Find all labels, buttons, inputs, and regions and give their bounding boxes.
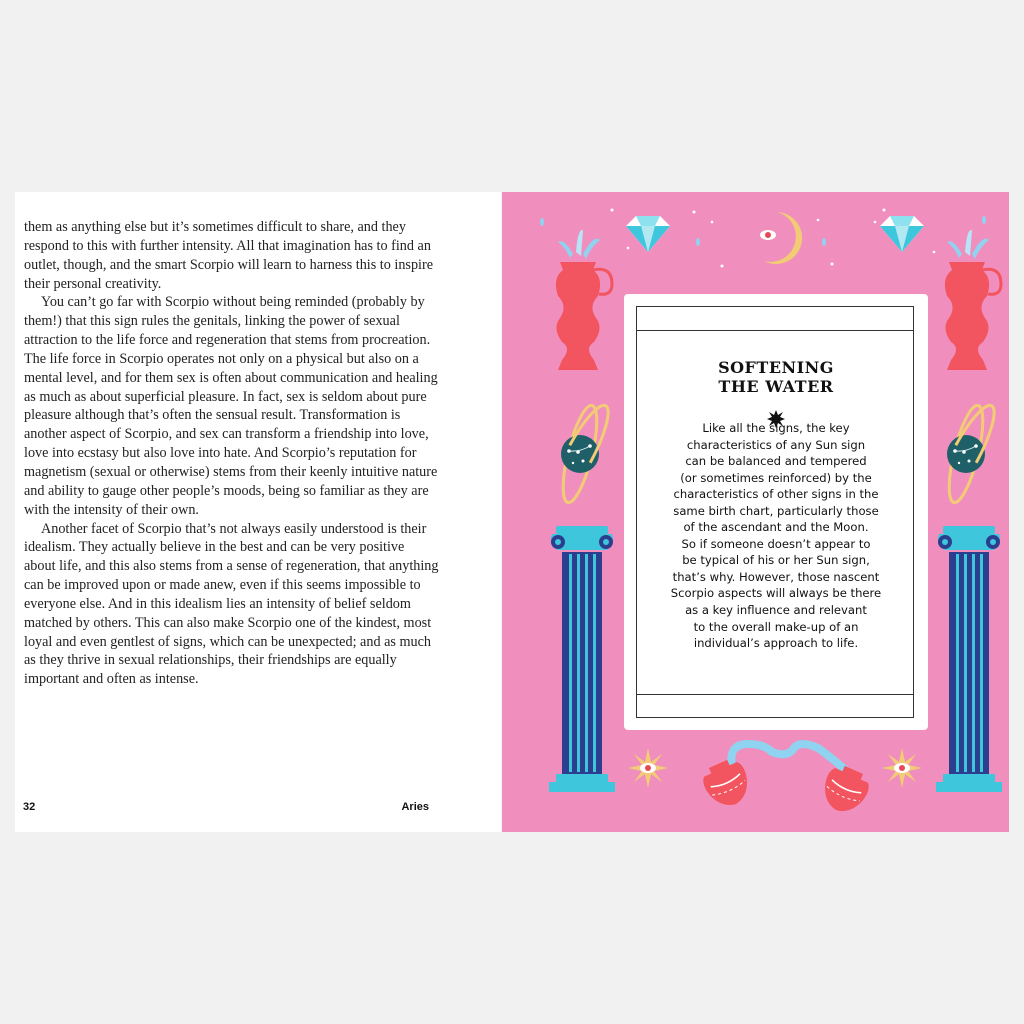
paragraph: Another facet of Scorpio that’s not always easily understood is their idealism. They actually believe in the best and can be very positive about life, and this also stems from a sense of regeneration, that anything can be improved upon or made anew, even if this seems impossible to everyone else. And in this idealism lies an intensity of belief seldom matched by others. This can also make Scorpio one of the kindest, most loyal and even gentlest of signs, which can be unexpected; and as much as they thrive in sexual relationships, their friendships are equally important and often as intense.	[24, 520, 439, 688]
body-text	[24, 218, 439, 689]
divider	[636, 694, 914, 695]
water-stream	[731, 744, 848, 772]
planet-icon	[556, 400, 610, 506]
sun-eye-icon	[628, 748, 668, 788]
running-footer: Aries	[401, 801, 429, 813]
urn-icon	[816, 761, 873, 819]
ionic-column-icon	[549, 526, 615, 792]
vase-fountain-icon	[945, 230, 1001, 370]
ionic-column-icon	[936, 526, 1002, 792]
left-page	[15, 192, 501, 832]
urn-icon	[698, 755, 755, 813]
paragraph: You can’t go far with Scorpio without being reminded (probably by them!) that this sign rules the genitals, linking the power of sexual attraction to the life force and regeneration that stems from procreation. The life force in Scorpio operates not only on a physical but also on a mental level, and for them sex is often about communication and healing as much as about superficial pleasure. In fact, sex is seldom about pure pleasure although that’s often the sensual result. Transformation is another aspect of Scorpio, and sex can transform a friendship into love, love into ecstasy but also love into hate. And Scorpio’s reputation for magnetism (sexual or otherwise) stems from their keenly intuitive nature and ability to gauge other people’s moods, being so familiar as they are with the intensity of their own.	[24, 294, 438, 518]
diamond-icon	[626, 216, 670, 252]
moon-eye-icon	[760, 212, 802, 264]
paragraph: them as anything else but it’s sometimes difficult to share, and they respond to this with further intensity. All that imagination has to find an outlet, though, and the smart Scorpio will learn to harness this to inspire their personal creativity.	[24, 219, 434, 292]
vase-fountain-icon	[556, 230, 612, 370]
right-page	[502, 192, 1009, 832]
panel-body: Like all the signs, the key characteristics of any Sun sign can be balanced and tempered (or sometimes reinforced) by the characteristics of other signs in the same birth chart, particularly those of the ascendant and the Moon. So if someone doesn’t appear to be typical of his or her Sun sign, that’s why. However, those nascent Scorpio aspects will always be there as a key influence and relevant to the overall make-up of an individual’s approach to life.	[670, 421, 882, 651]
sun-eye-icon	[882, 748, 922, 788]
crescent-glyph-icon	[767, 701, 785, 719]
page-number: 32	[23, 801, 36, 813]
panel-title: SOFTENING THE WATER	[718, 358, 834, 396]
planet-icon	[942, 400, 996, 506]
diamond-icon	[880, 216, 924, 252]
divider	[636, 330, 914, 331]
sidebar-panel	[624, 294, 928, 730]
